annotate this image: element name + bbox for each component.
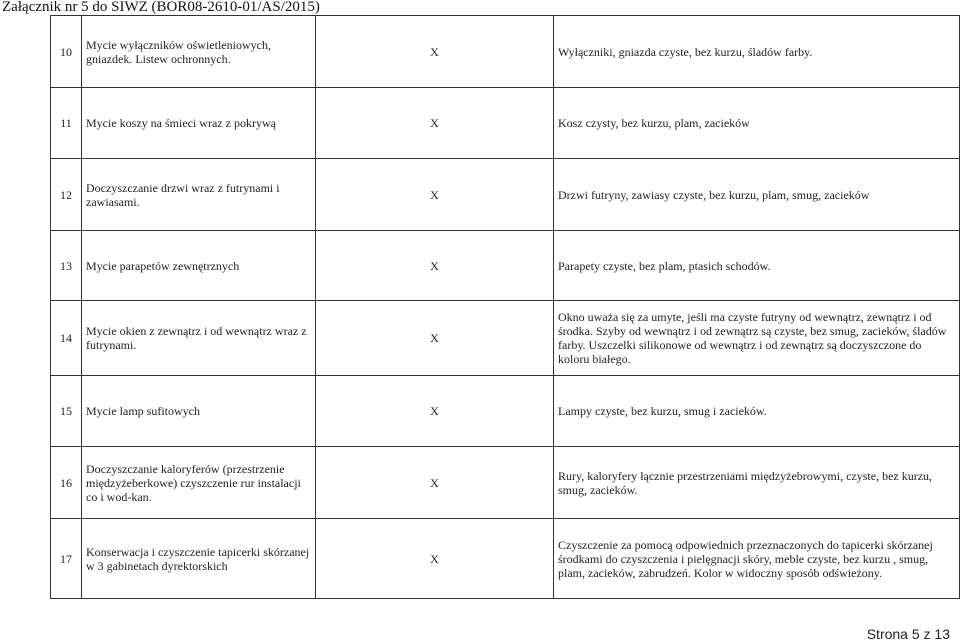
task-description: Rury, kaloryfery łącznie przestrzeniami międzyżebrowymi, czyste, bez kurzu, smug, zacieków. <box>554 447 960 519</box>
frequency-mark: X <box>316 519 554 599</box>
task-description: Czyszczenie za pomocą odpowiednich przeznaczonych do tapicerki skórzanej środkami do czyszczenia i pielęgnacji skóry, meble czyste, bez kurzu , smug, plam, zacieków, zabrudzeń. Kolor w widoczny sposób odświeżony. <box>554 519 960 599</box>
frequency-mark: X <box>316 159 554 231</box>
row-number: 14 <box>51 301 82 376</box>
task-description: Drzwi futryny, zawiasy czyste, bez kurzu, plam, smug, zacieków <box>554 159 960 231</box>
frequency-mark: X <box>316 447 554 519</box>
frequency-mark: X <box>316 231 554 301</box>
table-row <box>51 301 960 376</box>
task-name: Mycie lamp sufitowych <box>82 376 316 447</box>
table-row <box>51 519 960 599</box>
cleaning-tasks-table <box>50 15 960 599</box>
table-row <box>51 447 960 519</box>
frequency-mark: X <box>316 301 554 376</box>
task-description: Okno uważa się za umyte, jeśli ma czyste futryny od wewnątrz, zewnątrz i od środka. Szyby od wewnątrz i od zewnątrz są czyste, bez smug, zacieków, śladów farby. Uszczelki silikonowe od wewnątrz i od zewnątrz są doczyszczone do koloru białego. <box>554 301 960 376</box>
table-row <box>51 159 960 231</box>
task-description: Parapety czyste, bez plam, ptasich schodów. <box>554 231 960 301</box>
task-description: Kosz czysty, bez kurzu, plam, zacieków <box>554 88 960 159</box>
task-name: Konserwacja i czyszczenie tapicerki skórzanej w 3 gabinetach dyrektorskich <box>82 519 316 599</box>
task-name: Doczyszczanie drzwi wraz z futrynami i zawiasami. <box>82 159 316 231</box>
frequency-mark: X <box>316 16 554 88</box>
table-row <box>51 88 960 159</box>
row-number: 16 <box>51 447 82 519</box>
task-name: Mycie wyłączników oświetleniowych, gniazdek. Listew ochronnych. <box>82 16 316 88</box>
row-number: 15 <box>51 376 82 447</box>
frequency-mark: X <box>316 376 554 447</box>
row-number: 11 <box>51 88 82 159</box>
table-row <box>51 231 960 301</box>
table-row <box>51 376 960 447</box>
task-name: Doczyszczanie kaloryferów (przestrzenie międzyżeberkowe) czyszczenie rur instalacji co i wod-kan. <box>82 447 316 519</box>
task-name: Mycie parapetów zewnętrznych <box>82 231 316 301</box>
row-number: 10 <box>51 16 82 88</box>
table-row <box>51 16 960 88</box>
task-name: Mycie okien z zewnątrz i od wewnątrz wraz z futrynami. <box>82 301 316 376</box>
task-name: Mycie koszy na śmieci wraz z pokrywą <box>82 88 316 159</box>
row-number: 13 <box>51 231 82 301</box>
row-number: 17 <box>51 519 82 599</box>
row-number: 12 <box>51 159 82 231</box>
task-description: Wyłączniki, gniazda czyste, bez kurzu, śladów farby. <box>554 16 960 88</box>
frequency-mark: X <box>316 88 554 159</box>
task-description: Lampy czyste, bez kurzu, smug i zacieków. <box>554 376 960 447</box>
page-number: Strona 5 z 13 <box>866 626 950 642</box>
document-header: Załącznik nr 5 do SIWZ (BOR08-2610-01/AS/2015) <box>2 0 320 14</box>
